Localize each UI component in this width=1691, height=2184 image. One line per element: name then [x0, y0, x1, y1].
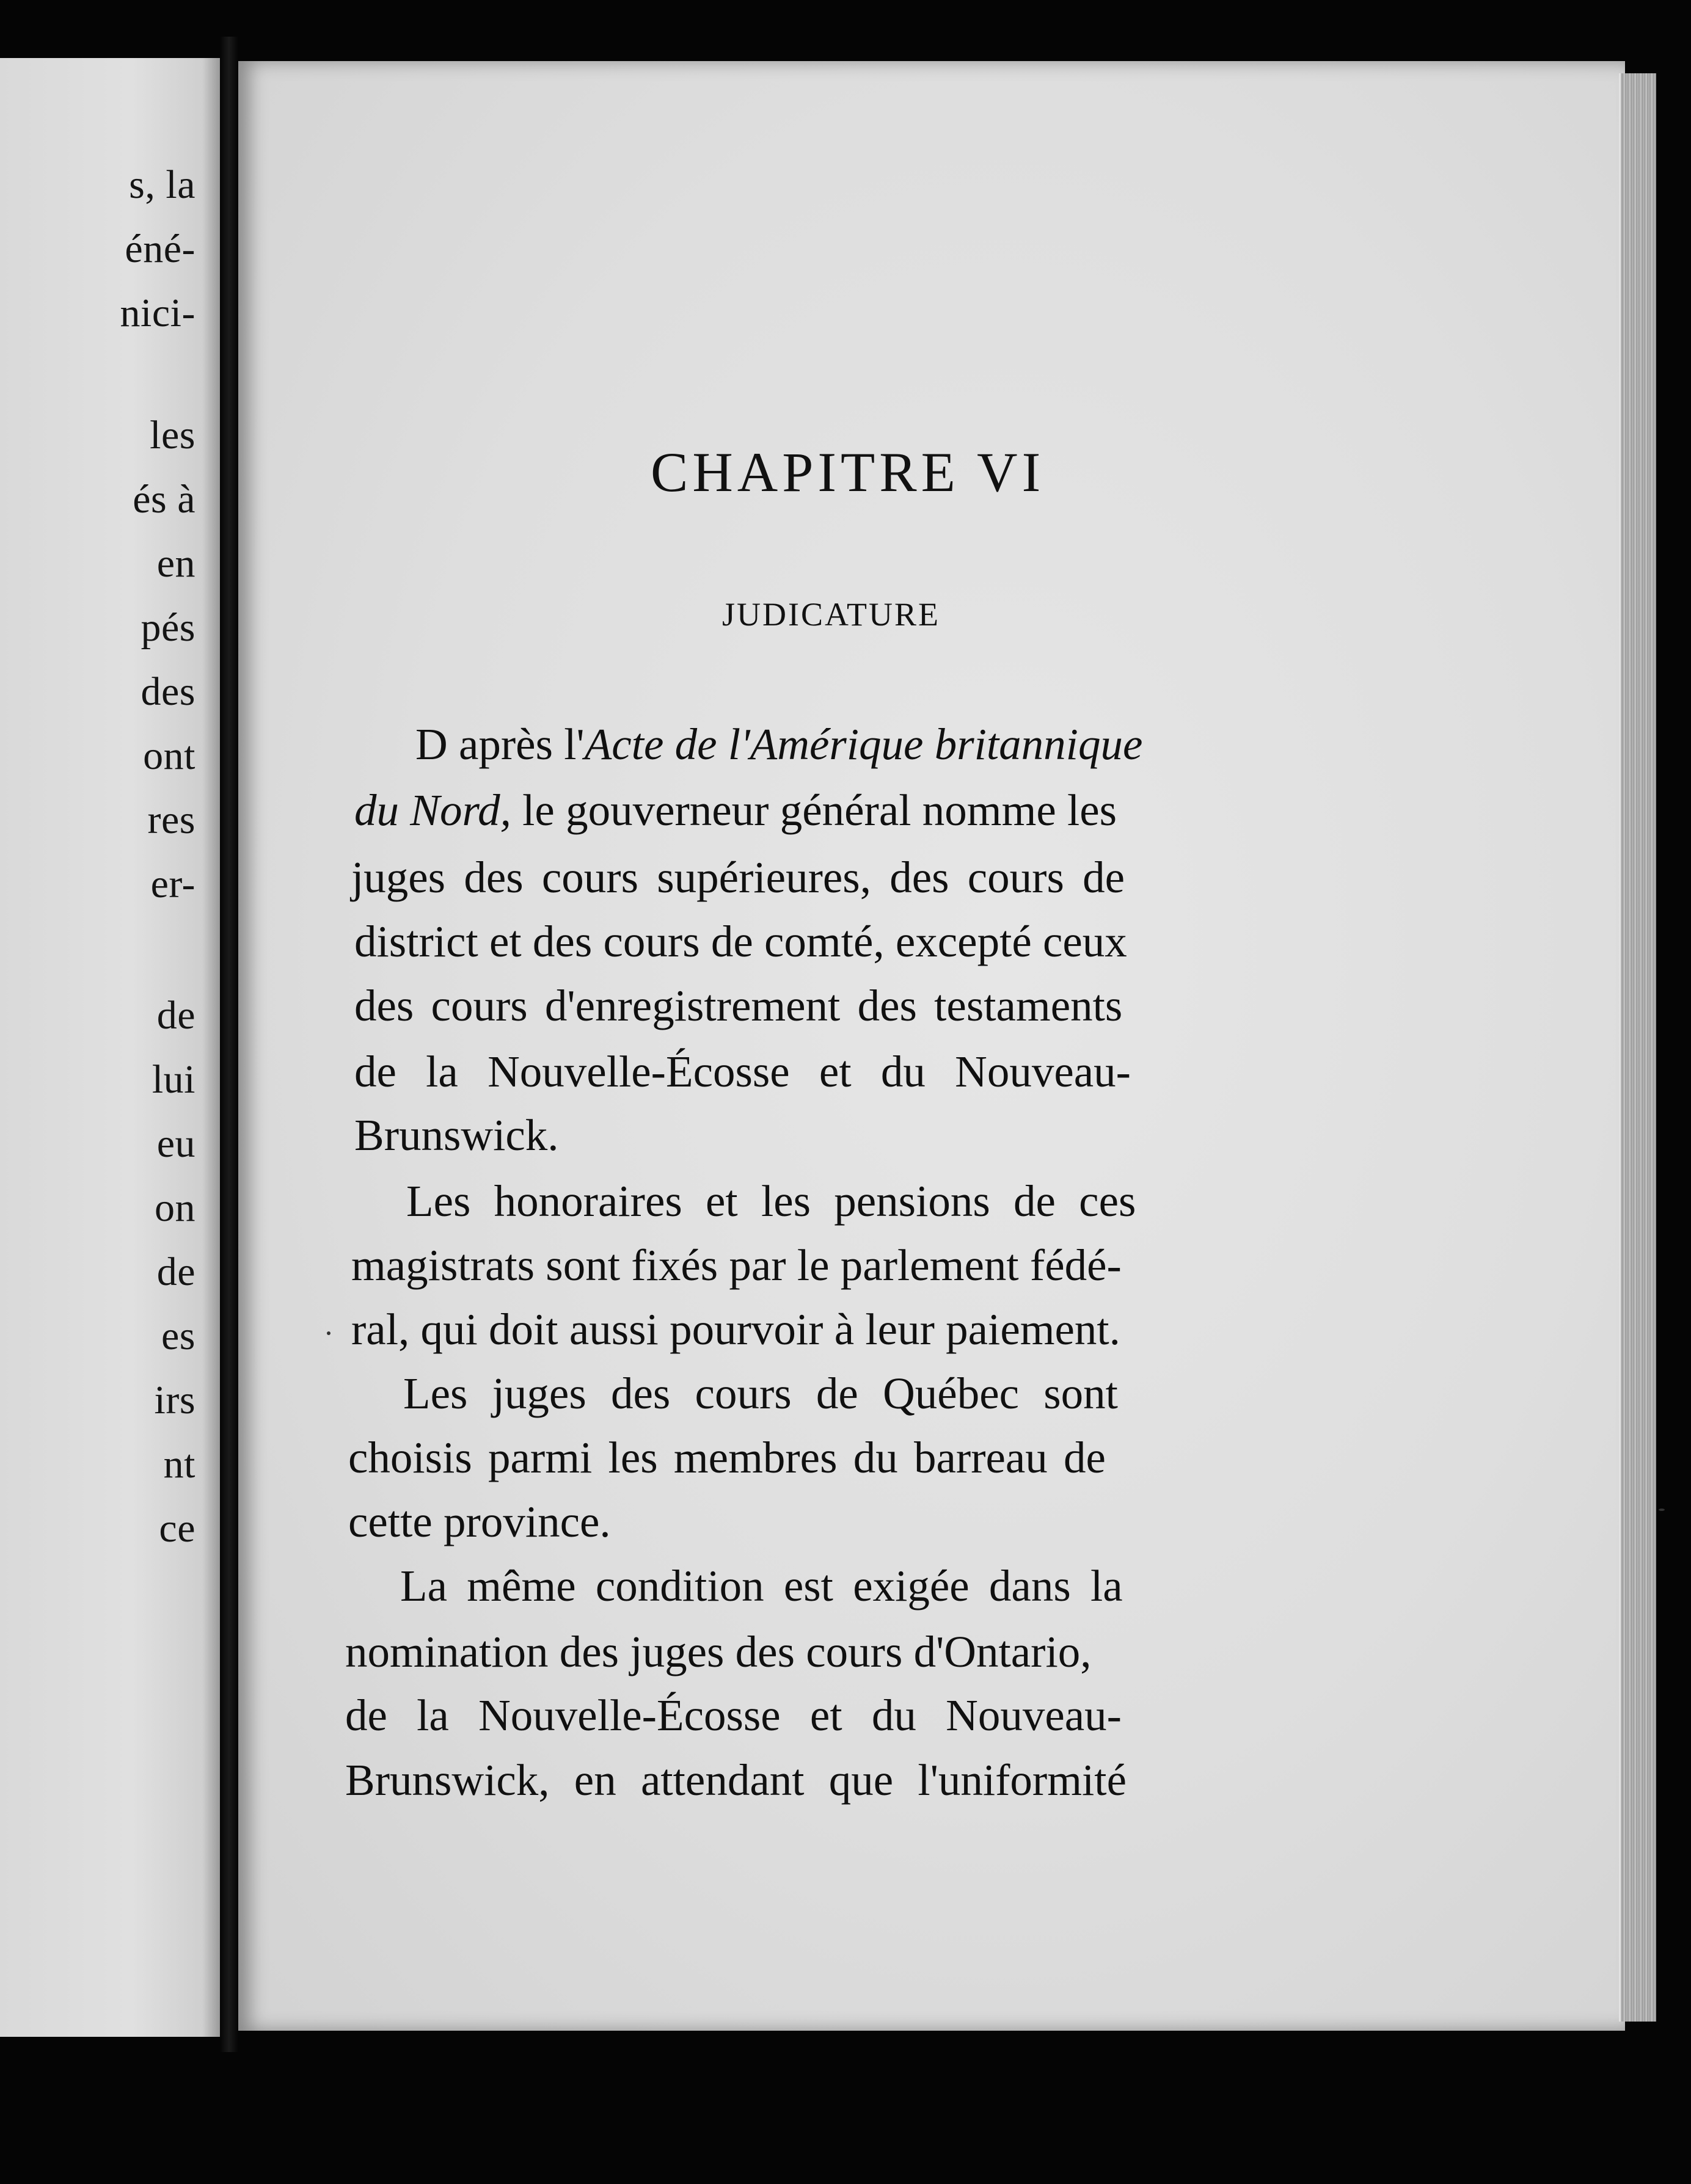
- left-page-line: ce: [159, 1506, 195, 1551]
- body-line: Brunswick, en attendant que l'uniformité: [345, 1755, 1127, 1805]
- body-line: magistrats sont fixés par le parlement fédé-: [351, 1240, 1122, 1290]
- body-line: de la Nouvelle-Écosse et du Nouveau-: [345, 1691, 1122, 1740]
- chapter-title: CHAPITRE VI: [651, 441, 1045, 503]
- body-line: de la Nouvelle-Écosse et du Nouveau-: [354, 1047, 1131, 1096]
- body-line: La même condition est exigée dans la: [400, 1561, 1123, 1611]
- body-line: juges des cours supérieures, des cours de: [351, 853, 1125, 902]
- left-page-line: des: [141, 669, 195, 714]
- left-page-line: s, la: [129, 162, 195, 207]
- page-stack-edge: [1619, 73, 1656, 2022]
- body-line: Brunswick.: [354, 1110, 559, 1160]
- body-line: des cours d'enregistrement des testaments: [354, 981, 1123, 1030]
- body-text: le gouverneur général nomme les: [511, 785, 1117, 835]
- left-page-line: irs: [154, 1378, 195, 1422]
- left-page-line: nici-: [120, 291, 195, 335]
- left-page-line: nt: [163, 1442, 195, 1487]
- left-page-line: de: [156, 1250, 195, 1294]
- left-page-line: er-: [150, 862, 195, 906]
- body-line: Les juges des cours de Québec sont: [403, 1369, 1118, 1418]
- left-page-line: lui: [152, 1057, 195, 1102]
- italic-title: Acte de l'Amérique britannique: [584, 719, 1143, 769]
- body-line: ral, qui doit aussi pourvoir à leur paiement.: [351, 1305, 1120, 1354]
- section-title: JUDICATURE: [722, 596, 941, 633]
- scan-speck: [327, 1331, 331, 1335]
- body-line: nomination des juges des cours d'Ontario,: [345, 1627, 1092, 1676]
- body-text: D après l': [415, 719, 585, 769]
- body-line: [354, 785, 1117, 835]
- left-page-line: les: [150, 413, 195, 457]
- left-page-line: en: [156, 541, 195, 586]
- body-line: Les honoraires et les pensions de ces: [406, 1176, 1136, 1226]
- previous-page-fragment: [0, 58, 220, 2037]
- left-page-line: es: [161, 1314, 195, 1358]
- book-gutter: [220, 37, 238, 2052]
- body-line: choisis parmi les membres du barreau de: [348, 1433, 1106, 1482]
- left-page-line: éné-: [125, 227, 195, 271]
- body-line: cette province.: [348, 1497, 611, 1546]
- left-page-line: ont: [143, 733, 195, 778]
- left-page-line: de: [156, 993, 195, 1038]
- left-page-line: on: [155, 1185, 195, 1230]
- left-page-line: res: [147, 798, 195, 842]
- body-line: district et des cours de comté, excepté ceux: [354, 917, 1127, 966]
- scan-speck: [1659, 1509, 1665, 1511]
- italic-title: du Nord,: [354, 785, 511, 835]
- body-line: [415, 719, 1143, 769]
- left-page-line: pés: [141, 605, 195, 650]
- left-page-line: eu: [156, 1121, 195, 1166]
- left-page-line: és à: [133, 477, 195, 522]
